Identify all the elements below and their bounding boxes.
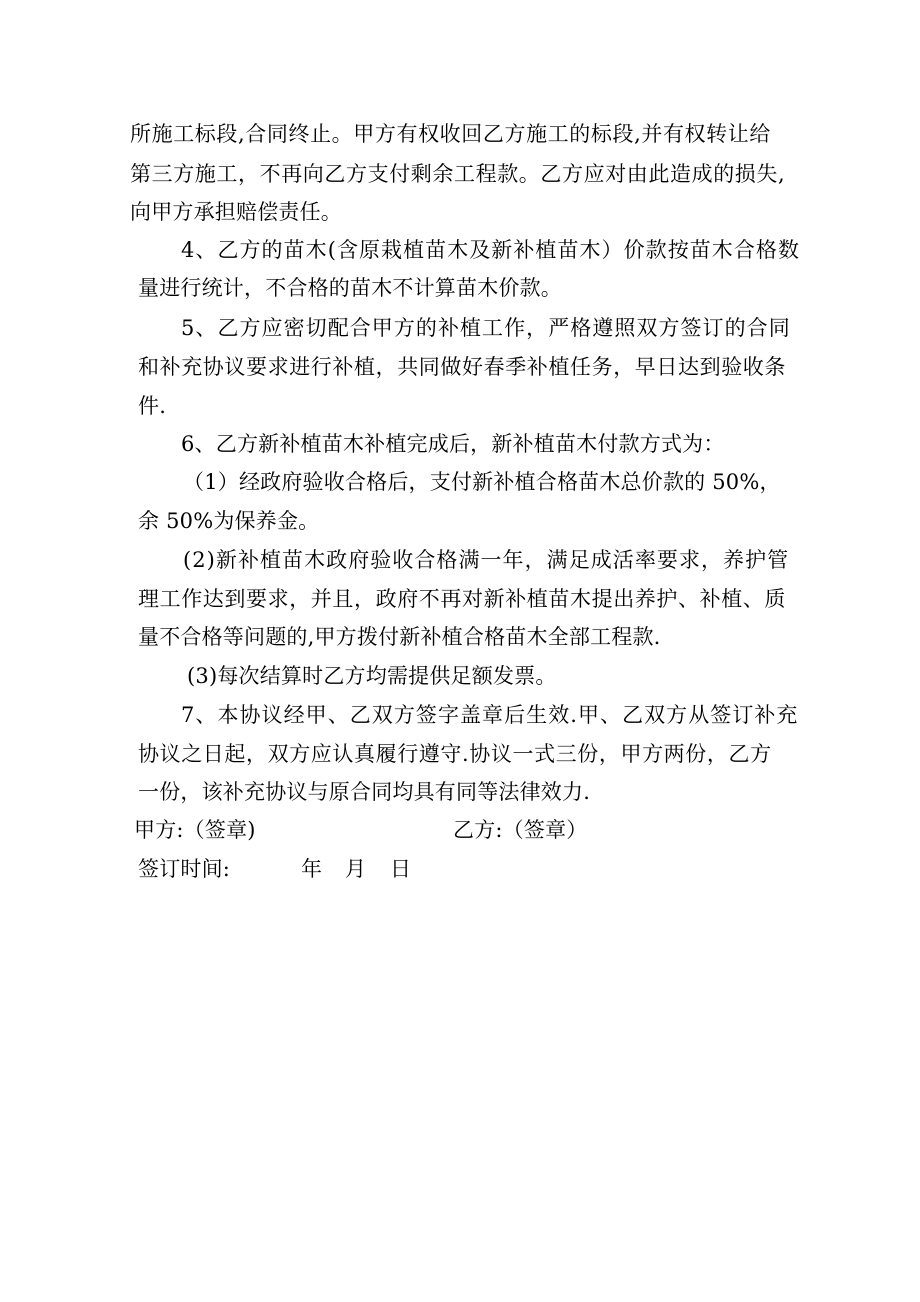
clause-6-item-2-line-1: (2)新补植苗木政府验收合格满一年，满足成活率要求，养护管 — [183, 548, 790, 572]
clause-6-item-2-line-3: 量不合格等问题的,甲方拨付新补植合格苗木全部工程款. — [138, 625, 661, 649]
sign-date-day: 日 — [390, 857, 412, 881]
clause-6-item-1-line-2: 余 50%为保养金。 — [138, 509, 320, 533]
text-line-3: 向甲方承担赔偿责任。 — [130, 200, 342, 224]
clause-5-line-1: 5、乙方应密切配合甲方的补植工作，严格遵照双方签订的合同 — [181, 316, 791, 340]
clause-6-line-1: 6、乙方新补植苗木补植完成后，新补植苗木付款方式为： — [181, 432, 725, 456]
clause-5-line-2: 和补充协议要求进行补植，共同做好春季补植任务，早日达到验收条 — [138, 355, 786, 379]
sign-date-month: 月 — [345, 857, 367, 881]
sign-date-label: 签订时间: — [138, 857, 231, 881]
clause-4-line-2: 量进行统计，不合格的苗木不计算苗木价款。 — [138, 276, 562, 300]
sign-date-year: 年 — [301, 857, 323, 881]
clause-6-item-2-line-2: 理工作达到要求，并且，政府不再对新补植苗木提出养护、补植、质 — [138, 587, 786, 611]
party-a-signature-label: 甲方:（签章) — [134, 818, 256, 842]
text-line-1: 所施工标段,合同终止。甲方有权收回乙方施工的标段,并有权转让给 — [130, 122, 771, 146]
clause-4-line-1: 4、乙方的苗木(含原栽植苗木及新补植苗木）价款按苗木合格数 — [181, 238, 801, 262]
clause-6-item-1-line-1: （1）经政府验收合格后，支付新补植合格苗木总价款的 50%， — [183, 470, 781, 494]
text-line-2: 第三方施工，不再向乙方支付剩余工程款。乙方应对由此造成的损失, — [130, 162, 786, 186]
party-b-signature-label: 乙方:（签章） — [453, 818, 588, 842]
clause-7-line-2: 协议之日起，双方应认真履行遵守.协议一式三份，甲方两份，乙方 — [138, 742, 772, 766]
clause-6-item-3: (3)每次结算时乙方均需提供足额发票。 — [187, 664, 557, 688]
clause-7-line-3: 一份，该补充协议与原合同均具有同等法律效力. — [138, 780, 591, 804]
clause-7-line-1: 7、本协议经甲、乙双方签字盖章后生效.甲、乙双方从签订补充 — [181, 703, 799, 727]
clause-5-line-3: 件. — [138, 394, 167, 418]
